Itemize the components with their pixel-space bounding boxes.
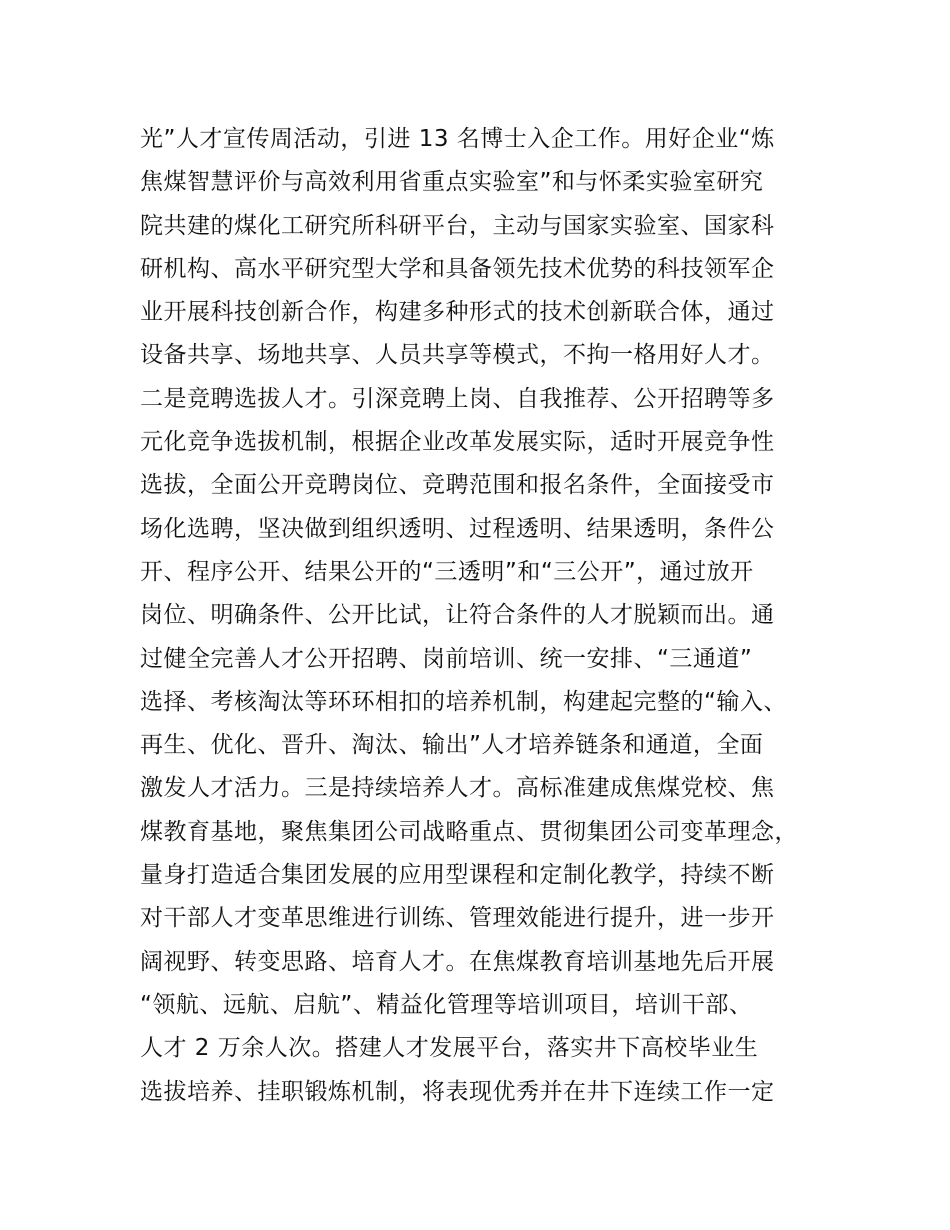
text-line: 设备共享、场地共享、人员共享等模式，不拘一格用好人才。 [140, 342, 775, 369]
text-line: 光”人才宣传周活动，引进 13 名博士入企工作。用好企业“炼 [140, 126, 775, 152]
text-line: 业开展科技创新合作，构建多种形式的技术创新联合体，通过 [140, 299, 775, 326]
body-text [140, 118, 840, 1114]
text-line: 研机构、高水平研究型大学和具备领先技术优势的科技领军企 [140, 255, 775, 282]
text-line: 激发人才活力。三是持续培养人才。高标准建成焦煤党校、焦 [140, 775, 775, 802]
text-line: 开、程序公开、结果公开的“三透明”和“三公开”，通过放开 [140, 558, 754, 585]
text-line: 选拔，全面公开竞聘岗位、竞聘范围和报名条件，全面接受市 [140, 472, 775, 499]
text-line: 岗位、明确条件、公开比试，让符合条件的人才脱颖而出。通 [140, 602, 775, 629]
text-line: 阔视野、转变思路、培育人才。在焦煤教育培训基地先后开展 [140, 948, 775, 975]
text-line: 人才 2 万余人次。搭建人才发展平台，落实井下高校毕业生 [140, 1035, 759, 1062]
text-line: 二是竞聘选拔人才。引深竞聘上岗、自我推荐、公开招聘等多 [140, 385, 775, 412]
text-line: 煤教育基地，聚焦集团公司战略重点、贯彻集团公司变革理念， [140, 818, 798, 845]
text-line: 选择、考核淘汰等环环相扣的培养机制，构建起完整的“输入、 [140, 688, 787, 715]
text-line: “领航、远航、启航”、精益化管理等培训项目，培训干部、 [140, 991, 753, 1018]
text-line: 再生、优化、晋升、淘汰、输出”人才培养链条和通道，全面 [140, 732, 764, 759]
text-line: 过健全完善人才公开招聘、岗前培训、统一安排、“三通道” [140, 645, 753, 672]
text-line: 选拔培养、挂职锻炼机制，将表现优秀并在井下连续工作一定 [140, 1078, 775, 1105]
text-line: 场化选聘，坚决做到组织透明、过程透明、结果透明，条件公 [140, 515, 775, 542]
text-line: 元化竞争选拔机制，根据企业改革发展实际，适时开展竞争性 [140, 429, 775, 456]
text-line: 院共建的煤化工研究所科研平台，主动与国家实验室、国家科 [140, 212, 775, 239]
text-line: 对干部人才变革思维进行训练、管理效能进行提升，进一步开 [140, 905, 775, 932]
text-line: 量身打造适合集团发展的应用型课程和定制化教学，持续不断 [140, 862, 775, 889]
text-line: 焦煤智慧评价与高效利用省重点实验室”和与怀柔实验室研究 [140, 169, 764, 196]
